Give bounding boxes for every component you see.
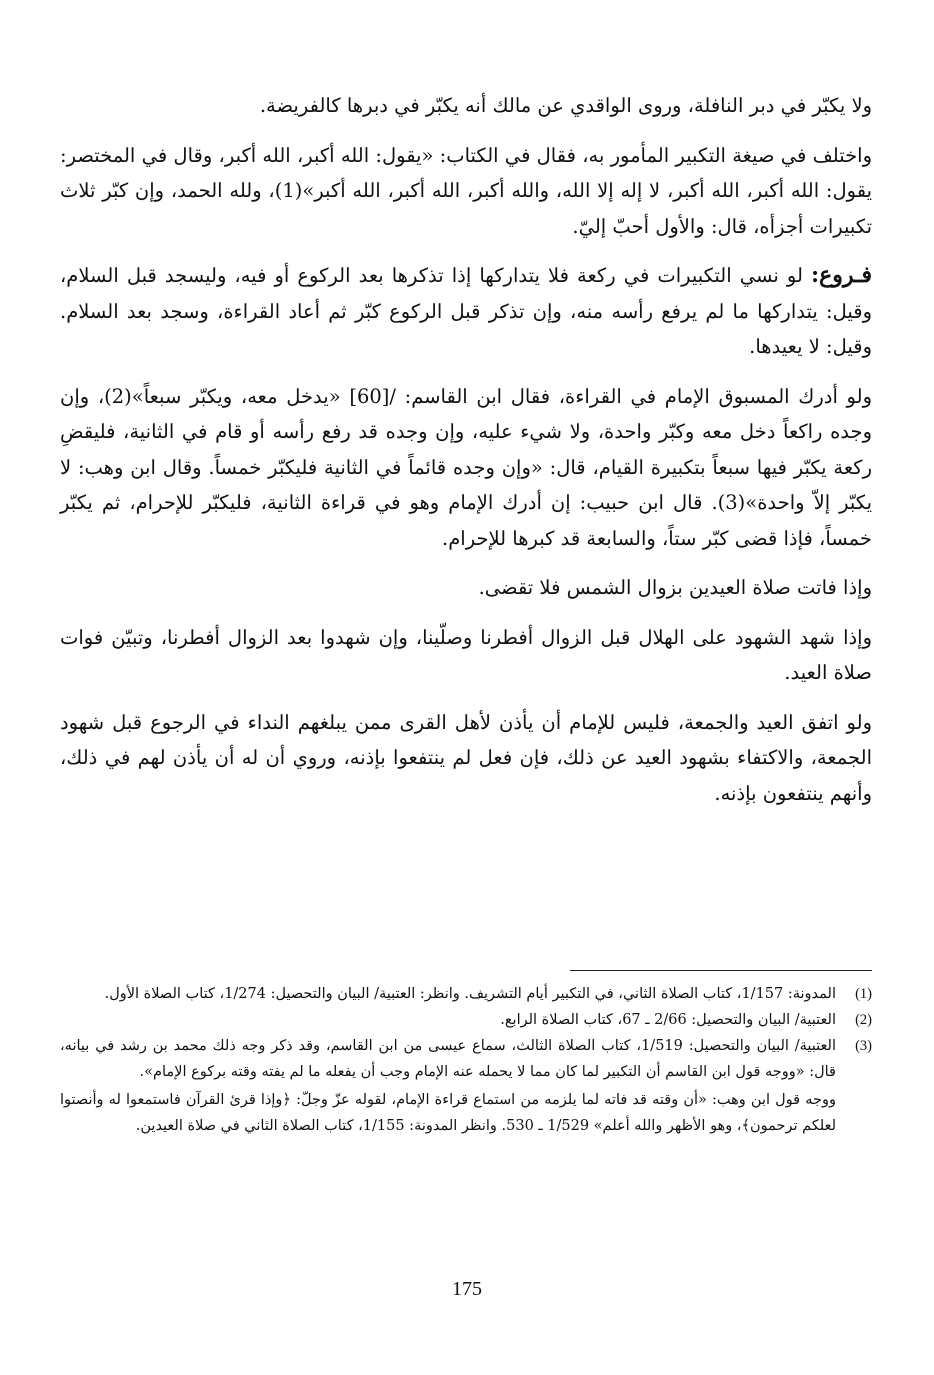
paragraph-text: واختلف في صيغة التكبير المأمور به، فقال في الكتاب: «يقول: الله أكبر، الله أكبر، وقال في المختصر: يقول: الله أكبر، الله أكبر، لا إله إلا الله، والله أكبر، الله أكبر، الله أكبر»(1)، ولله الحمد، وإن كبّر ثلاث تكبيرات أجزأه، قال: والأول أحبّ إليّ. [60,143,872,238]
footnote-number: (1) [855,986,872,1002]
paragraph-eid-jumua [60,705,872,812]
paragraph-text: وإذا فاتت صلاة العيدين بزوال الشمس فلا تقضى. [478,576,872,599]
footnote-2 [60,1007,872,1033]
paragraph-takbir-formula [60,138,872,245]
footnote-text: العتبية/ البيان والتحصيل: 1/519، كتاب الصلاة الثالث، سماع عيسى من ابن القاسم، وقد ذكر وجه ذلك محمد بن رشد في بيانه، قال: «ووجه قول ابن القاسم أن التكبير لما كان مما لا يحمله عنه الإمام وجب أن يفعله ما لم يفته وقته بركوع الإمام». [60,1038,837,1080]
paragraph-text: لو نسي التكبيرات في ركعة فلا يتداركها إذا تذكرها بعد الركوع أو فيه، وليسجد قبل السلام، وقيل: يتداركها ما لم يرفع رأسه منه، وإن تذكر قبل الركوع كبّر ثم أعاد القراءة، وسجد بعد السلام. وقيل: لا يعيدها. [60,264,872,358]
footnote-number: (3) [855,1038,872,1054]
footnote-1 [60,981,872,1007]
paragraph-takbir-nafila [60,88,872,124]
paragraph-text: ولا يكبّر في دبر النافلة، وروى الواقدي عن مالك أنه يكبّر في دبرها كالفريضة. [259,94,872,117]
footnotes-section [60,970,872,1139]
footnote-text: العتبية/ البيان والتحصيل: 2/66 ـ 67، كتاب الصلاة الرابع. [500,1012,836,1028]
footnote-number: (2) [855,1012,872,1028]
section-lead-furu: فـروع: [811,262,872,288]
main-text-body [60,88,872,825]
footnote-3-continuation: ووجه قول ابن وهب: «أن وقته قد فاته لما يلزمه من استماع قراءة الإمام، لقوله عزّ وجلّ: ﴿وإذا قرئ القرآن فاستمعوا له وأنصتوا لعلكم ترحمون﴾، وهو الأظهر والله أعلم» 1/529 ـ 530. وانظر المدونة: 1/155، كتاب الصلاة الثاني في صلاة العيدين. [60,1092,836,1134]
paragraph-text: ولو اتفق العيد والجمعة، فليس للإمام أن يأذن لأهل القرى ممن يبلغهم النداء في الرجوع قبل شهود الجمعة، والاكتفاء بشهود العيد عن ذلك، فإن فعل لم ينتفعوا بإذنه، وروي أن له أن يأذن لهم في ذلك، وأنهم ينتفعون بإذنه. [60,710,872,805]
paragraph-missed-eid [60,570,872,606]
footnote-3 [60,1033,872,1085]
paragraph-hilal-witness [60,620,872,691]
footnote-divider [570,970,872,971]
paragraph-text: وإذا شهد الشهود على الهلال قبل الزوال أفطرنا وصلّينا، وإن شهدوا بعد الزوال أفطرنا، وتبيّن فوات صلاة العيد. [60,625,872,684]
paragraph-text: ولو أدرك المسبوق الإمام في القراءة، فقال ابن القاسم: /[60] «يدخل معه، ويكبّر سبعاً»(2)، وإن وجده راكعاً دخل معه وكبّر واحدة، ولا شيء عليه، وإن وجده قد رفع رأسه أو قام في الثانية، فليقضِ ركعة يكبّر فيها سبعاً بتكبيرة القيام، قال: «وإن وجده قائماً في الثانية فليكبّر خمساً. وقال ابن وهب: لا يكبّر إلاّ واحدة»(3). قال ابن حبيب: إن أدرك الإمام وهو في قراءة الثانية، فليكبّر للإحرام، ثم يكبّر خمساً، فإذا قضى كبّر ستاً، والسابعة قد كبرها للإحرام. [60,384,872,550]
page-number: 175 [452,1278,482,1300]
paragraph-masbuq [60,379,872,557]
footnote-text: المدونة: 1/157، كتاب الصلاة الثاني، في التكبير أيام التشريف. وانظر: العتبية/ البيان والتحصيل: 1/274، كتاب الصلاة الأول. [104,986,836,1002]
paragraph-furu [60,258,872,365]
